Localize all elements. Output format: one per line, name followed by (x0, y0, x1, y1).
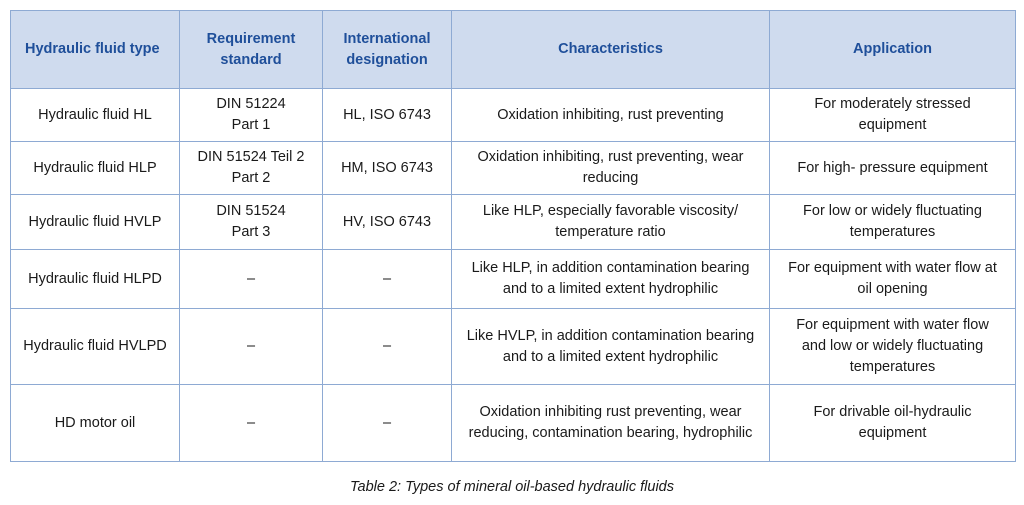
table-row (11, 250, 1016, 309)
cell-application: For drivable oil-hydraulic equipment (770, 385, 1016, 462)
cell-standard: DIN 51224 Part 1 (180, 89, 323, 142)
cell-standard: DIN 51524 Teil 2 Part 2 (180, 142, 323, 195)
table-row (11, 195, 1016, 250)
cell-characteristics: Like HVLP, in addition contamination bearing and to a limited extent hydrophilic (452, 309, 770, 385)
cell-fluid-type: Hydraulic fluid HL (11, 89, 180, 142)
cell-standard: – (180, 385, 323, 462)
cell-designation: HL, ISO 6743 (323, 89, 452, 142)
cell-designation: HM, ISO 6743 (323, 142, 452, 195)
table-caption: Table 2: Types of mineral oil-based hydraulic fluids (350, 479, 674, 495)
cell-standard: DIN 51524 Part 3 (180, 195, 323, 250)
table-row (11, 309, 1016, 385)
header-characteristics: Characteristics (452, 11, 770, 89)
header-requirement-standard: Requirement standard (180, 11, 323, 89)
header-row (11, 11, 1016, 89)
cell-fluid-type: Hydraulic fluid HVLP (11, 195, 180, 250)
hydraulic-fluids-table (10, 10, 1016, 462)
header-fluid-type: Hydraulic fluid type (11, 11, 180, 89)
cell-fluid-type: HD motor oil (11, 385, 180, 462)
cell-designation: HV, ISO 6743 (323, 195, 452, 250)
header-international-designation: International designation (323, 11, 452, 89)
cell-designation: – (323, 385, 452, 462)
cell-characteristics: Oxidation inhibiting, rust preventing, wear reducing (452, 142, 770, 195)
cell-application: For high- pressure equipment (770, 142, 1016, 195)
cell-standard: – (180, 250, 323, 309)
cell-fluid-type: Hydraulic fluid HVLPD (11, 309, 180, 385)
cell-fluid-type: Hydraulic fluid HLPD (11, 250, 180, 309)
cell-application: For equipment with water flow at oil opening (770, 250, 1016, 309)
cell-fluid-type: Hydraulic fluid HLP (11, 142, 180, 195)
cell-application: For equipment with water flow and low or widely fluctuating temperatures (770, 309, 1016, 385)
cell-characteristics: Oxidation inhibiting, rust preventing (452, 89, 770, 142)
cell-application: For low or widely fluctuating temperatures (770, 195, 1016, 250)
cell-characteristics: Oxidation inhibiting rust preventing, wear reducing, contamination bearing, hydrophilic (452, 385, 770, 462)
cell-standard: – (180, 309, 323, 385)
cell-application: For moderately stressed equipment (770, 89, 1016, 142)
cell-characteristics: Like HLP, especially favorable viscosity/ temperature ratio (452, 195, 770, 250)
header-application: Application (770, 11, 1016, 89)
cell-characteristics: Like HLP, in addition contamination bearing and to a limited extent hydrophilic (452, 250, 770, 309)
cell-designation: – (323, 309, 452, 385)
table-row (11, 385, 1016, 462)
table-row (11, 89, 1016, 142)
cell-designation: – (323, 250, 452, 309)
table-row (11, 142, 1016, 195)
